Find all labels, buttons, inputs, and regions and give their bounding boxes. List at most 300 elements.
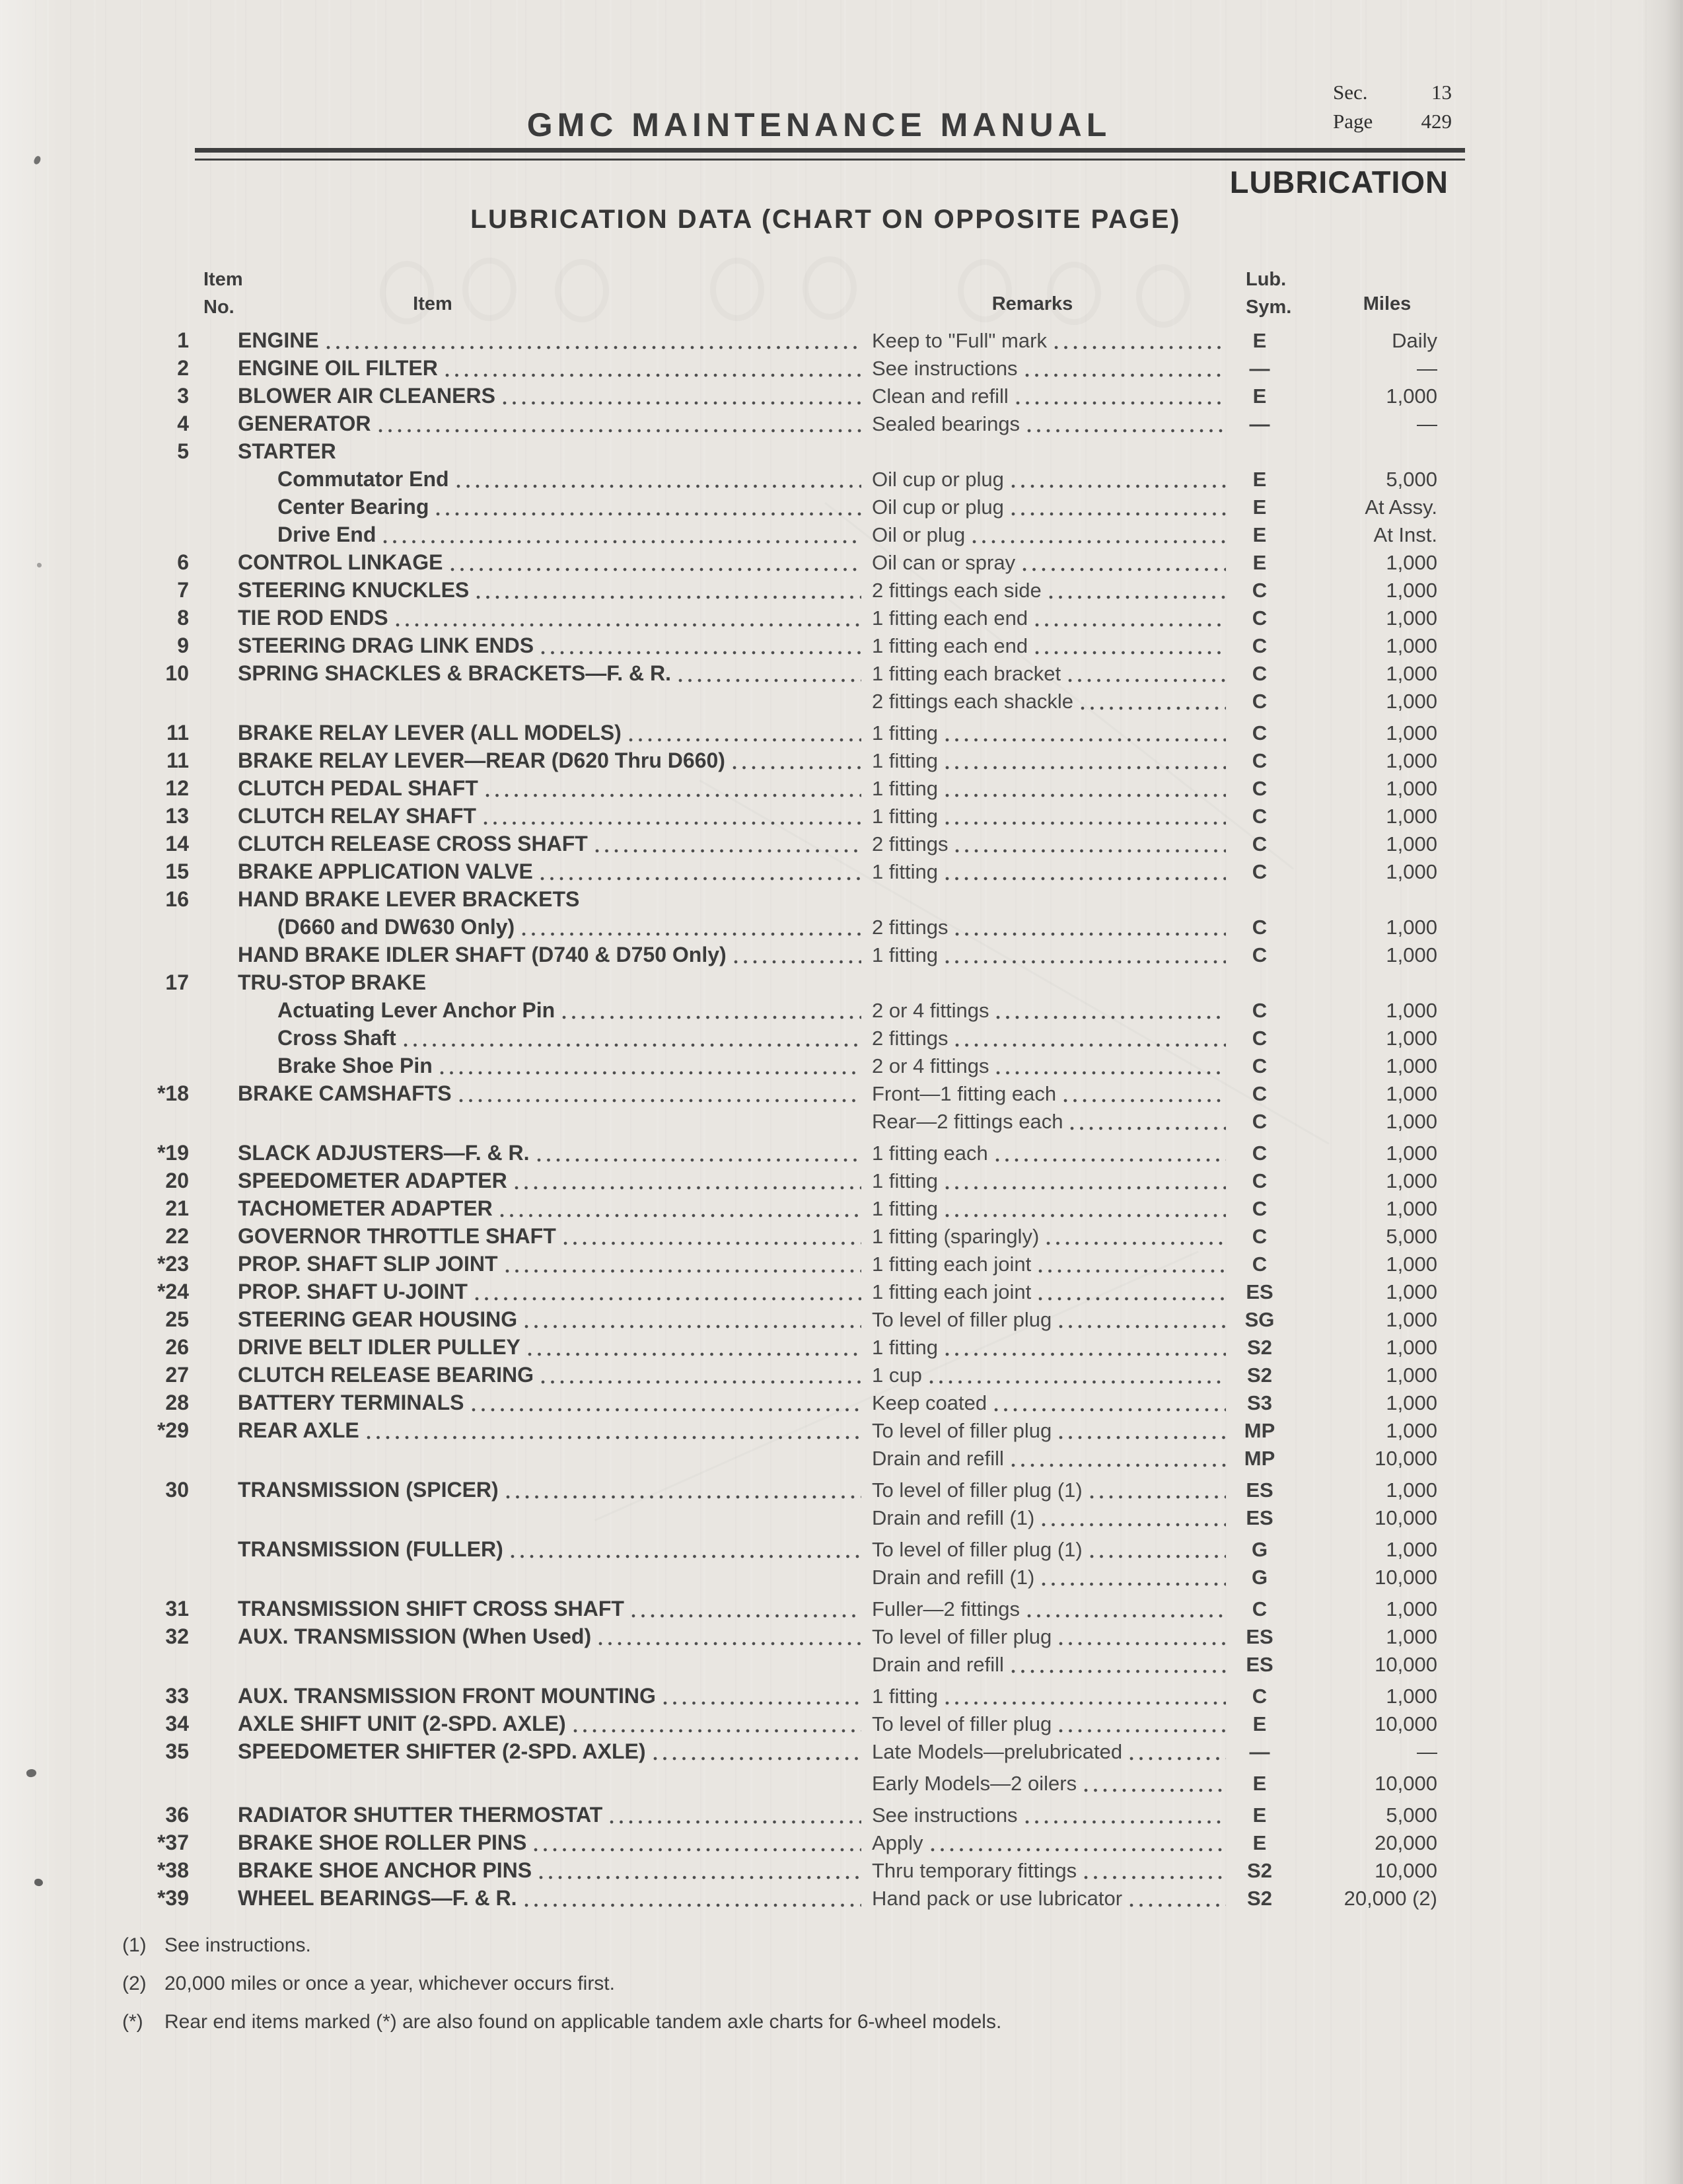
item-name-cell	[189, 1416, 865, 1444]
miles-value: 10,000	[1375, 1566, 1437, 1589]
footnote-star-marker: (*)	[122, 2011, 143, 2033]
item-name-cell	[189, 1305, 865, 1333]
footnote-1-text: See instructions.	[164, 1934, 311, 1956]
item-number: 14	[165, 832, 189, 855]
dot-leader	[1024, 1819, 1226, 1825]
item-number: 21	[165, 1196, 189, 1220]
remarks-cell	[865, 830, 1230, 857]
miles-value	[1289, 968, 1448, 996]
item-name-cell	[189, 548, 865, 576]
lub-symbol: C	[1252, 721, 1268, 745]
miles-value: 1,000	[1386, 832, 1437, 855]
dot-leader	[945, 959, 1226, 965]
ink-speck	[32, 155, 42, 166]
lub-symbol: E	[1252, 329, 1267, 352]
item-name: REAR AXLE	[238, 1418, 359, 1442]
item-number	[111, 493, 189, 521]
item-name-cell	[189, 1167, 865, 1194]
item-name: CONTROL LINKAGE	[238, 550, 443, 574]
item-name: Cross Shaft	[277, 1026, 396, 1050]
dot-leader	[536, 1157, 861, 1163]
item-name-cell	[189, 1563, 865, 1591]
table-row	[111, 1361, 1448, 1389]
item-name: SLACK ADJUSTERS—F. & R.	[238, 1141, 530, 1165]
miles-value: 1,000	[1386, 690, 1437, 713]
item-name-cell	[189, 1389, 865, 1416]
item-name: Center Bearing	[277, 495, 429, 519]
item-name: (D660 and DW630 Only)	[277, 915, 515, 939]
dot-leader	[945, 765, 1226, 770]
lub-symbol: MP	[1244, 1447, 1275, 1470]
column-header-item-no-line1: Item	[203, 269, 243, 290]
lub-symbol: E	[1252, 384, 1267, 408]
item-number: 22	[165, 1224, 189, 1248]
item-name: BRAKE APPLICATION VALVE	[238, 859, 533, 883]
table-row	[111, 1222, 1448, 1250]
item-name-cell	[189, 968, 865, 996]
table-row	[111, 1769, 1448, 1797]
dot-leader	[435, 511, 861, 517]
remarks-cell	[865, 382, 1230, 410]
dot-leader	[524, 1903, 861, 1908]
lub-symbol: C	[1252, 1685, 1268, 1708]
dot-leader	[1011, 511, 1226, 517]
dot-leader	[573, 1728, 861, 1733]
remarks-text: Oil or plug	[872, 523, 966, 546]
remarks-text: 1 fitting	[872, 721, 938, 745]
remarks-cell	[865, 1769, 1230, 1797]
remarks-cell	[865, 774, 1230, 802]
item-name-cell	[189, 1710, 865, 1737]
remarks-cell	[865, 719, 1230, 746]
remarks-text: 1 fitting	[872, 1197, 938, 1220]
remarks-cell	[865, 1222, 1230, 1250]
table-row	[111, 659, 1448, 687]
item-number	[111, 1107, 189, 1135]
item-number: 10	[165, 661, 189, 685]
remarks-text: 1 fitting each joint	[872, 1253, 1032, 1276]
item-name-cell	[189, 1139, 865, 1167]
item-name: BRAKE SHOE ROLLER PINS	[238, 1831, 527, 1854]
dot-leader	[653, 1756, 861, 1761]
remarks-cell	[865, 1801, 1230, 1829]
dot-leader	[732, 765, 861, 770]
item-name: Drive End	[277, 523, 376, 546]
item-name-cell	[189, 1361, 865, 1389]
table-row	[111, 857, 1448, 885]
table-row	[111, 1504, 1448, 1531]
dot-leader	[1080, 706, 1226, 711]
item-name-cell	[189, 802, 865, 830]
item-name: CLUTCH PEDAL SHAFT	[238, 776, 478, 800]
table-row	[111, 1079, 1448, 1107]
item-number	[111, 1444, 189, 1472]
page-value: 429	[1421, 110, 1452, 133]
item-name: TRANSMISSION SHIFT CROSS SHAFT	[238, 1597, 624, 1620]
dot-leader	[1058, 1435, 1226, 1440]
remarks-text: 1 fitting	[872, 860, 938, 883]
remarks-text: See instructions	[872, 357, 1018, 380]
table-row	[111, 885, 1448, 913]
item-name: CLUTCH RELEASE CROSS SHAFT	[238, 832, 588, 855]
dot-leader	[395, 622, 861, 628]
miles-value: 5,000	[1386, 1225, 1437, 1248]
dot-leader	[1129, 1903, 1226, 1908]
remarks-cell	[865, 1194, 1230, 1222]
dot-leader	[563, 1241, 861, 1246]
item-name-cell	[189, 1052, 865, 1079]
item-name: ENGINE OIL FILTER	[238, 356, 438, 380]
dot-leader	[945, 737, 1226, 743]
item-number	[111, 521, 189, 548]
lub-symbol: E	[1252, 1831, 1267, 1854]
miles-value: 1,000	[1386, 1364, 1437, 1387]
dot-leader	[1048, 595, 1226, 600]
dot-leader	[609, 1819, 861, 1825]
dot-leader	[483, 820, 861, 826]
table-row	[111, 719, 1448, 746]
miles-value: 1,000	[1386, 805, 1437, 828]
remarks-text: 1 fitting each joint	[872, 1280, 1032, 1303]
lub-symbol: C	[1252, 749, 1268, 772]
remarks-cell	[865, 1167, 1230, 1194]
lub-symbol: ES	[1246, 1280, 1273, 1303]
dot-leader	[499, 1213, 861, 1218]
item-name-cell	[189, 604, 865, 632]
item-name-cell	[189, 1107, 865, 1135]
remarks-cell	[865, 1884, 1230, 1912]
item-number	[111, 1769, 189, 1797]
footnote-star-text: Rear end items marked (*) are also found on applicable tandem axle charts for 6-wheel models.	[164, 2011, 1002, 2033]
miles-value: 1,000	[1386, 721, 1437, 745]
table-row	[111, 1416, 1448, 1444]
dot-leader	[403, 1042, 861, 1048]
table-row	[111, 1563, 1448, 1591]
dot-leader	[945, 793, 1226, 798]
item-name: TRANSMISSION (SPICER)	[238, 1478, 499, 1502]
dot-leader	[366, 1435, 861, 1440]
miles-value: 5,000	[1386, 468, 1437, 491]
item-number: *19	[157, 1141, 189, 1165]
dot-leader	[993, 1407, 1226, 1412]
remarks-text: 1 cup	[872, 1364, 922, 1387]
remarks-cell	[865, 885, 1230, 913]
table-row	[111, 521, 1448, 548]
miles-value: 10,000	[1375, 1859, 1437, 1882]
table-row	[111, 437, 1448, 465]
remarks-cell	[865, 1710, 1230, 1737]
remarks-text: 1 fitting (sparingly)	[872, 1225, 1040, 1248]
item-name-cell	[189, 576, 865, 604]
item-name: SPRING SHACKLES & BRACKETS—F. & R.	[238, 661, 672, 685]
dot-leader	[598, 1641, 861, 1646]
table-row	[111, 1829, 1448, 1856]
remarks-text: Drain and refill (1)	[872, 1566, 1035, 1589]
item-number: 6	[177, 550, 189, 574]
remarks-text: To level of filler plug	[872, 1308, 1052, 1331]
bleed-circle	[803, 256, 857, 320]
lub-symbol: S2	[1247, 1887, 1272, 1910]
remarks-cell	[865, 1250, 1230, 1278]
remarks-cell	[865, 1139, 1230, 1167]
miles-value: 1,000	[1386, 1169, 1437, 1192]
item-name-cell	[189, 885, 865, 913]
item-name-cell	[189, 1250, 865, 1278]
item-name: STEERING KNUCKLES	[238, 578, 470, 602]
lub-symbol: ES	[1246, 1506, 1273, 1529]
table-row	[111, 1389, 1448, 1416]
miles-value: 1,000	[1386, 1142, 1437, 1165]
item-name: AUX. TRANSMISSION (When Used)	[238, 1624, 592, 1648]
dot-leader	[1038, 1268, 1226, 1274]
item-name: SPEEDOMETER SHIFTER (2-SPD. AXLE)	[238, 1739, 646, 1763]
lub-symbol: C	[1252, 634, 1268, 657]
remarks-cell	[865, 687, 1230, 715]
dot-leader	[514, 1185, 861, 1190]
footnote-1-marker: (1)	[122, 1934, 147, 1956]
miles-value: 1,000	[1386, 1197, 1437, 1220]
column-header-lub-line1: Lub.	[1246, 269, 1287, 290]
remarks-cell	[865, 1829, 1230, 1856]
item-name-cell	[189, 1856, 865, 1884]
item-number: *18	[157, 1081, 189, 1105]
item-name: AUX. TRANSMISSION FRONT MOUNTING	[238, 1684, 656, 1708]
dot-leader	[505, 1494, 861, 1500]
dot-leader	[1026, 1613, 1226, 1619]
dot-leader	[1046, 1241, 1226, 1246]
table-row	[111, 774, 1448, 802]
item-number	[111, 996, 189, 1024]
remarks-text: 1 fitting	[872, 777, 938, 800]
remarks-text: 2 fittings	[872, 916, 949, 939]
dot-leader	[945, 1213, 1226, 1218]
item-name: Commutator End	[277, 467, 449, 491]
item-number: 1	[177, 328, 189, 352]
dot-leader	[995, 1157, 1226, 1163]
dot-leader	[540, 876, 861, 881]
item-number	[111, 687, 189, 715]
remarks-cell	[865, 1856, 1230, 1884]
item-name-cell	[189, 1444, 865, 1472]
remarks-text: 2 or 4 fittings	[872, 1054, 989, 1077]
remarks-cell	[865, 1563, 1230, 1591]
lub-symbol: C	[1252, 860, 1268, 883]
dot-leader	[1083, 1788, 1226, 1793]
item-name: CLUTCH RELAY SHAFT	[238, 804, 476, 828]
miles-value: Daily	[1392, 329, 1437, 352]
remarks-text: 1 fitting each bracket	[872, 662, 1061, 685]
item-name: CLUTCH RELEASE BEARING	[238, 1363, 534, 1387]
item-name: PROP. SHAFT SLIP JOINT	[238, 1252, 498, 1276]
dot-leader	[945, 1700, 1226, 1706]
item-name-cell	[189, 354, 865, 382]
item-number: 8	[177, 606, 189, 630]
item-number: 30	[165, 1478, 189, 1502]
miles-value: 1,000	[1386, 1082, 1437, 1105]
miles-value: 10,000	[1375, 1712, 1437, 1735]
item-name: BRAKE CAMSHAFTS	[238, 1081, 452, 1105]
item-name-cell	[189, 719, 865, 746]
item-name-cell	[189, 1222, 865, 1250]
miles-value: 1,000	[1386, 916, 1437, 939]
item-number: *29	[157, 1418, 189, 1442]
dot-leader	[1038, 1296, 1226, 1301]
table-row	[111, 382, 1448, 410]
lub-symbol: C	[1252, 606, 1268, 630]
remarks-text: Clean and refill	[872, 384, 1009, 408]
item-number: 32	[165, 1624, 189, 1648]
miles-value: 20,000 (2)	[1343, 1887, 1437, 1910]
remarks-cell	[865, 1024, 1230, 1052]
lub-symbol: C	[1252, 777, 1268, 800]
remarks-cell	[865, 802, 1230, 830]
remarks-cell	[865, 354, 1230, 382]
miles-value: 1,000	[1386, 1336, 1437, 1359]
item-name: DRIVE BELT IDLER PULLEY	[238, 1335, 520, 1359]
item-number	[111, 1563, 189, 1591]
miles-value: 1,000	[1386, 1478, 1437, 1502]
remarks-text: 1 fitting	[872, 1685, 938, 1708]
item-number: 13	[165, 804, 189, 828]
remarks-cell	[865, 968, 1230, 996]
item-name: PROP. SHAFT U-JOINT	[238, 1280, 468, 1303]
item-number: 17	[165, 970, 189, 994]
remarks-text: 2 or 4 fittings	[872, 999, 989, 1022]
miles-value: 1,000	[1386, 777, 1437, 800]
footnote-2-text: 20,000 miles or once a year, whichever occurs first.	[164, 1973, 615, 1994]
miles-value: 1,000	[1386, 1308, 1437, 1331]
ink-speck	[26, 1768, 37, 1778]
section-heading: LUBRICATION	[1229, 164, 1449, 200]
item-number: 25	[165, 1307, 189, 1331]
miles-value: —	[1417, 412, 1437, 435]
miles-value: 10,000	[1375, 1653, 1437, 1676]
remarks-text: 1 fitting each	[872, 1142, 988, 1165]
remarks-text: 1 fitting	[872, 943, 938, 966]
miles-value: 1,000	[1386, 1625, 1437, 1648]
lub-symbol: C	[1252, 1225, 1268, 1248]
remarks-text: 2 fittings each side	[872, 579, 1042, 602]
dot-leader	[1024, 373, 1226, 378]
item-number: 3	[177, 384, 189, 408]
page-line	[1333, 107, 1452, 136]
remarks-text: See instructions	[872, 1803, 1018, 1827]
lub-symbol: C	[1252, 1253, 1268, 1276]
item-name: AXLE SHIFT UNIT (2-SPD. AXLE)	[238, 1712, 566, 1735]
table-row	[111, 1444, 1448, 1472]
dot-leader	[450, 567, 861, 572]
item-number: 27	[165, 1363, 189, 1387]
remarks-cell	[865, 632, 1230, 659]
remarks-text: 1 fitting	[872, 749, 938, 772]
bleed-circle	[462, 258, 517, 321]
dot-leader	[476, 595, 861, 600]
remarks-text: Front—1 fitting each	[872, 1082, 1057, 1105]
dot-leader	[954, 848, 1226, 854]
dot-leader	[1034, 622, 1226, 628]
item-number	[111, 1024, 189, 1052]
miles-value: 10,000	[1375, 1772, 1437, 1795]
remarks-cell	[865, 1622, 1230, 1650]
remarks-text: Oil cup or plug	[872, 468, 1004, 491]
remarks-cell	[865, 746, 1230, 774]
remarks-text: To level of filler plug	[872, 1625, 1052, 1648]
lub-symbol: C	[1252, 999, 1268, 1022]
dot-leader	[972, 539, 1226, 544]
lub-symbol: C	[1252, 579, 1268, 602]
table-row	[111, 1884, 1448, 1912]
dot-leader	[945, 876, 1226, 881]
dot-leader	[1089, 1554, 1226, 1559]
lub-symbol	[1230, 885, 1289, 913]
miles-value: 1,000	[1386, 1027, 1437, 1050]
item-name-cell	[189, 1737, 865, 1765]
item-number: 28	[165, 1391, 189, 1414]
remarks-cell	[865, 1737, 1230, 1765]
remarks-text: To level of filler plug	[872, 1712, 1052, 1735]
section-label: Sec.	[1333, 81, 1368, 104]
item-name-cell	[189, 1535, 865, 1563]
remarks-text: Keep to "Full" mark	[872, 329, 1047, 352]
dot-leader	[631, 1613, 861, 1619]
item-name-cell	[189, 687, 865, 715]
table-row	[111, 687, 1448, 715]
lub-symbol: E	[1252, 1712, 1267, 1735]
dot-leader	[594, 848, 861, 854]
column-header-lub-line2: Sym.	[1246, 297, 1292, 318]
item-number: 9	[177, 634, 189, 657]
item-name-cell	[189, 1801, 865, 1829]
remarks-text: To level of filler plug	[872, 1419, 1052, 1442]
dot-leader	[1063, 1098, 1226, 1103]
table-row	[111, 1650, 1448, 1678]
dot-leader	[1041, 1582, 1226, 1587]
item-name-cell	[189, 493, 865, 521]
remarks-text: 1 fitting	[872, 1336, 938, 1359]
item-number: *37	[157, 1831, 189, 1854]
lub-symbol: E	[1252, 495, 1267, 519]
table-row	[111, 1139, 1448, 1167]
lubrication-table-rows	[111, 326, 1448, 1912]
dot-leader	[1058, 1324, 1226, 1329]
lub-symbol: E	[1252, 468, 1267, 491]
dot-leader	[954, 1042, 1226, 1048]
dot-leader	[1058, 1728, 1226, 1733]
item-name: HAND BRAKE IDLER SHAFT (D740 & D750 Only)	[238, 943, 727, 966]
item-name: BLOWER AIR CLEANERS	[238, 384, 495, 408]
dot-leader	[1026, 428, 1226, 433]
lub-symbol: S2	[1247, 1336, 1272, 1359]
dot-leader	[456, 484, 861, 489]
remarks-cell	[865, 1107, 1230, 1135]
dot-leader	[533, 1847, 861, 1852]
table-row	[111, 1476, 1448, 1504]
item-number	[111, 465, 189, 493]
table-row	[111, 1305, 1448, 1333]
item-name-cell	[189, 1682, 865, 1710]
dot-leader	[471, 1407, 861, 1412]
lub-symbol: S3	[1247, 1391, 1272, 1414]
item-number	[111, 1535, 189, 1563]
item-name: GENERATOR	[238, 412, 371, 435]
dot-leader	[1058, 1641, 1226, 1646]
table-row	[111, 1278, 1448, 1305]
item-name: TACHOMETER ADAPTER	[238, 1196, 493, 1220]
item-name-cell	[189, 996, 865, 1024]
footnotes	[122, 1934, 1001, 2049]
item-name: RADIATOR SHUTTER THERMOSTAT	[238, 1803, 603, 1827]
remarks-text: Drain and refill	[872, 1447, 1004, 1470]
